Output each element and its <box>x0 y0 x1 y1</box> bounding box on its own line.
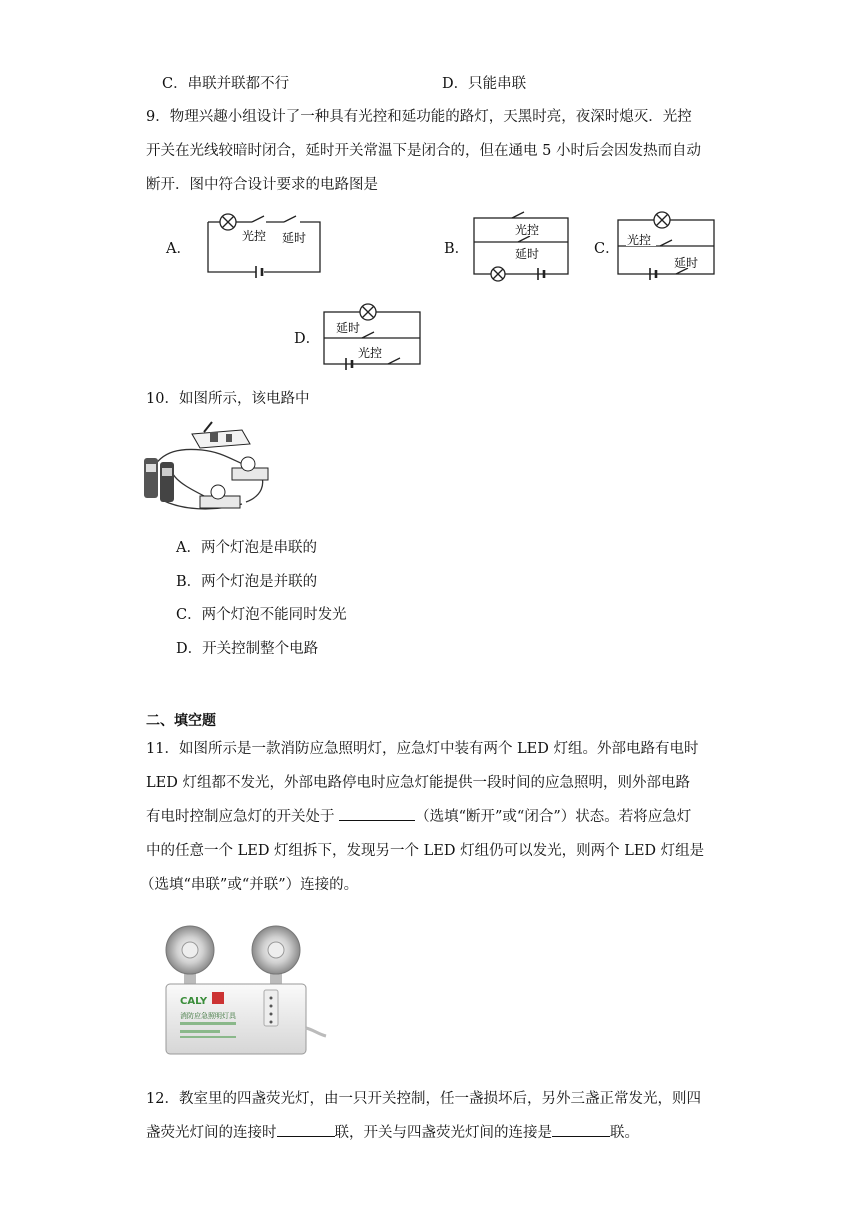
q10-option-a: A．两个灯泡是串联的 <box>176 540 317 556</box>
q9-stem-line3: 断开．图中符合设计要求的电路图是 <box>146 177 378 193</box>
circuit-a-delay-switch-label: 延时 <box>282 231 307 245</box>
section-title-fill-in: 二、填空题 <box>146 713 216 729</box>
q11-stem-line3 <box>146 806 691 828</box>
q12-blank-switch-connection[interactable] <box>552 1136 610 1137</box>
circuit-c-light-switch-label: 光控 <box>627 233 652 247</box>
q8-option-d: D．只能串联 <box>442 76 527 92</box>
circuit-b-delay-switch-label: 延时 <box>515 247 540 261</box>
q10-option-b: B．两个灯泡是并联的 <box>176 574 318 590</box>
q11-stem-line5: （选填“串联”或“并联”）连接的。 <box>140 877 359 893</box>
circuit-b-diagram <box>470 210 572 282</box>
circuit-d-diagram <box>318 300 424 370</box>
q12-stem-line2 <box>146 1122 639 1144</box>
lamp-label-text: 消防应急照明灯具 <box>180 1012 236 1020</box>
q9-stem-line2: 开关在光线较暗时闭合，延时开关常温下是闭合的，但在通电 5 小时后会因发热而自动 <box>146 143 701 159</box>
q11-line3-prefix: 有电时控制应急灯的开关处于 <box>146 809 340 825</box>
q12-line2-part2: 联，开关与四盏荧光灯间的连接是 <box>334 1125 552 1141</box>
circuit-c-diagram <box>614 208 718 280</box>
q8-option-c: C．串联并联都不行 <box>162 76 290 92</box>
q9-label-d: D． <box>294 331 321 347</box>
q11-stem-line2: LED 灯组都不发光，外部电路停电时应急灯能提供一段时间的应急照明，则外部电路 <box>146 775 690 791</box>
q10-stem: 10．如图所示，该电路中 <box>146 391 310 407</box>
q10-circuit-photo <box>142 420 272 516</box>
q11-stem-line1: 11．如图所示是一款消防应急照明灯，应急灯中装有两个 LED 灯组。外部电路有电时 <box>146 741 699 757</box>
circuit-a-light-switch-label: 光控 <box>242 229 267 243</box>
circuit-d-delay-switch-label: 延时 <box>336 321 361 335</box>
lamp-brand-logo: CALY <box>180 996 208 1007</box>
q12-stem-line1: 12．教室里的四盏荧光灯，由一只开关控制，任一盏损坏后，另外三盏正常发光，则四 <box>146 1091 701 1107</box>
q9-stem-line1: 9．物理兴趣小组设计了一种具有光控和延功能的路灯，天黑时亮，夜深时熄灭．光控 <box>146 109 692 125</box>
circuit-a-diagram <box>200 208 324 280</box>
circuit-b-light-switch-label: 光控 <box>515 223 540 237</box>
circuit-c-delay-switch-label: 延时 <box>674 256 699 270</box>
q9-label-c: C． <box>594 241 620 257</box>
q11-blank-switch-state[interactable] <box>339 820 415 821</box>
q10-option-c: C．两个灯泡不能同时发光 <box>176 607 347 623</box>
q10-option-d: D．开关控制整个电路 <box>176 641 319 657</box>
circuit-d-light-switch-label: 光控 <box>358 346 383 360</box>
q12-line2-part1: 盏荧光灯间的连接时 <box>146 1125 277 1141</box>
q12-blank-lamp-connection[interactable] <box>277 1136 335 1137</box>
q9-label-a: A． <box>166 241 191 257</box>
q12-line2-part3: 联。 <box>610 1125 639 1141</box>
q11-stem-line4: 中的任意一个 LED 灯组拆下，发现另一个 LED 灯组仍可以发光，则两个 LED 灯组是 <box>146 843 705 859</box>
q11-line3-suffix: （选填“断开”或“闭合”）状态。若将应急灯 <box>415 809 692 825</box>
emergency-lamp-photo <box>160 918 330 1058</box>
q9-label-b: B． <box>444 241 470 257</box>
